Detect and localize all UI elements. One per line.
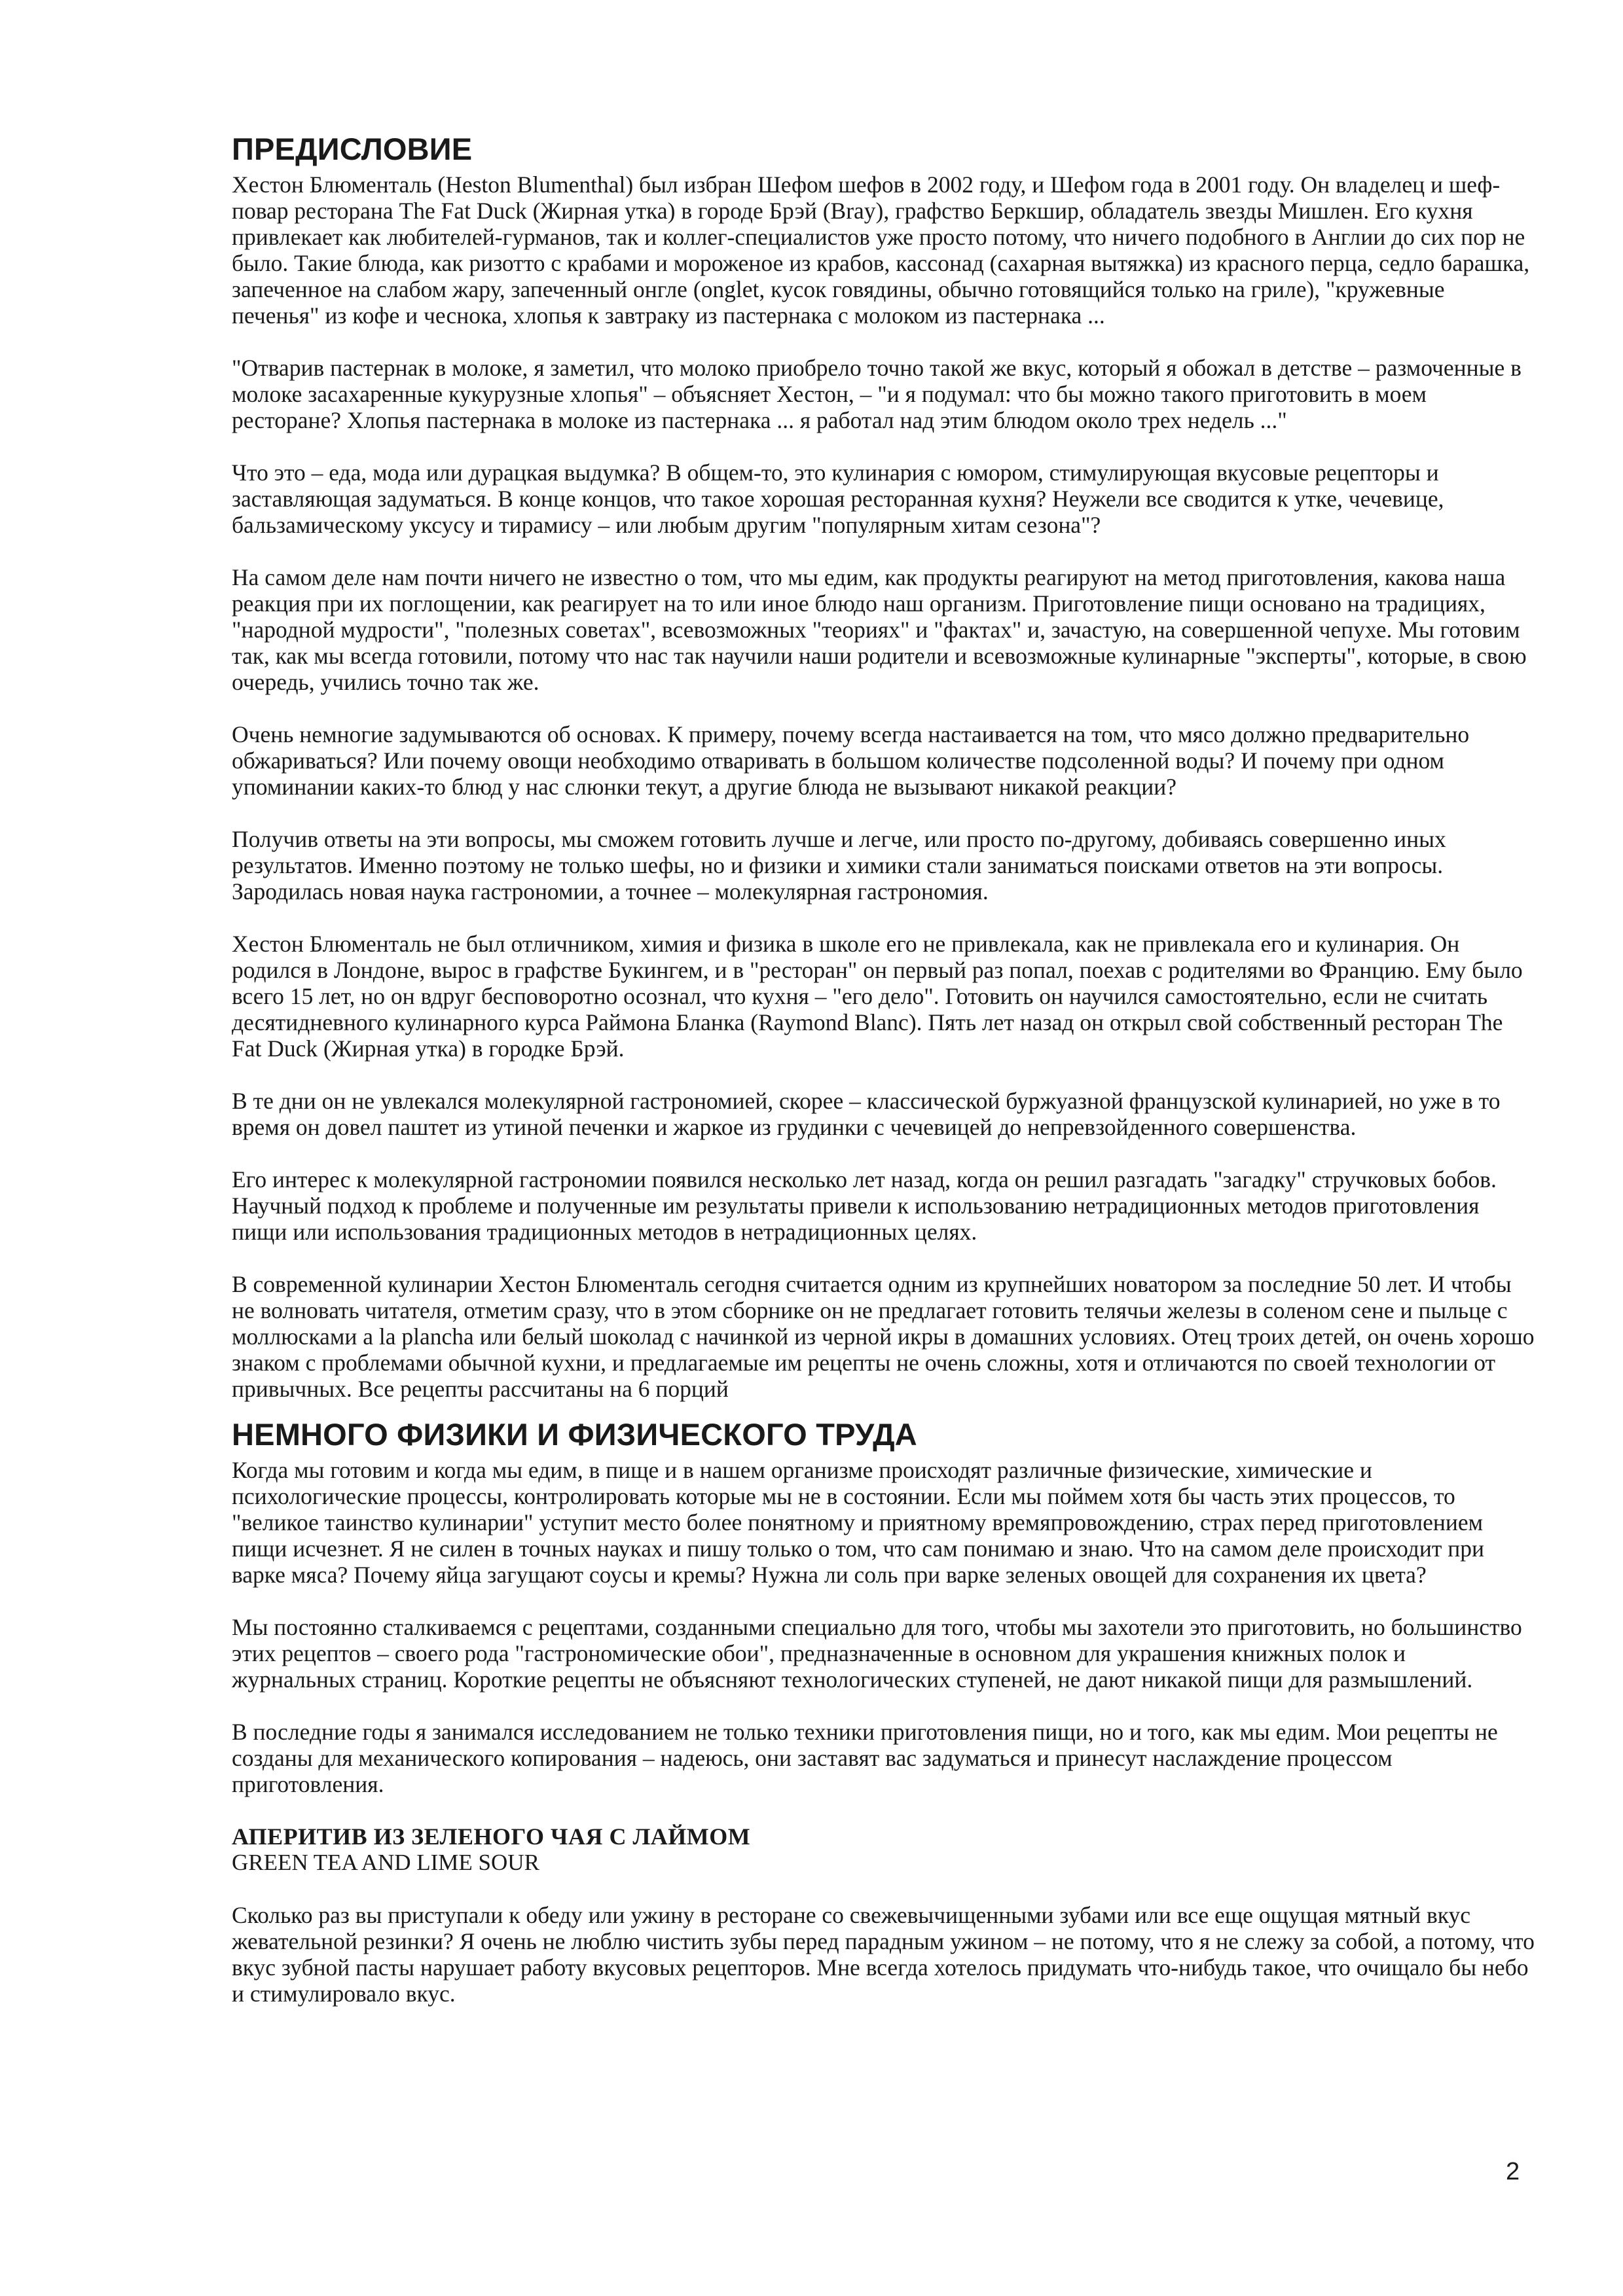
document-page xyxy=(232,131,1535,2033)
section-title-physics: НЕМНОГО ФИЗИКИ И ФИЗИЧЕСКОГО ТРУДА xyxy=(232,1417,917,1452)
page-number: 2 xyxy=(1506,2158,1520,2185)
paragraph: Мы постоянно сталкиваемся с рецептами, созданными специально для того, чтобы мы захотели это приготовить, но большинство этих рецептов – своего рода "гастрономические обои", предназначенные в основном для украшения книжных полок и журнальных страниц. Короткие рецепты не объясняют технологических ступеней, не дают никакой пищи для размышлений. xyxy=(232,1614,1522,1693)
recipe-section xyxy=(232,1823,1535,2007)
recipe-title: АПЕРИТИВ ИЗ ЗЕЛЕНОГО ЧАЯ С ЛАЙМОМ xyxy=(232,1823,751,1850)
paragraph: На самом деле нам почти ничего не известно о том, что мы едим, как продукты реагируют на метод приготовления, какова наша реакция при их поглощении, как реагирует на то или иное блюдо наш организм. Приготовление пищи основано на традициях, "народной мудрости", "полезных советах", всевозможных "теориях" и "фактах" и, зачастую, на совершенной чепухе. Мы готовим так, как мы всегда готовили, потому что нас так научили наши родители и всевозможные кулинарные "эксперты", которые, в свою очередь, учились точно так же. xyxy=(232,564,1527,695)
paragraph: Получив ответы на эти вопросы, мы сможем готовить лучше и легче, или просто по-другому, добиваясь совершенно иных результатов. Именно поэтому не только шефы, но и физики и химики стали заниматься поисками ответов на эти вопросы. Зародилась новая наука гастрономии, а точнее – молекулярная гастрономия. xyxy=(232,826,1446,905)
paragraph: В последние годы я занимался исследованием не только техники приготовления пищи, но и того, как мы едим. Мои рецепты не созданы для механического копирования – надеюсь, они заставят вас задуматься и принесут наслаждение процессом приготовления. xyxy=(232,1719,1498,1797)
paragraph: Когда мы готовим и когда мы едим, в пище и в нашем организме происходят различные физические, химические и психологические процессы, контролировать которые мы не в состоянии. Если мы поймем хотя бы часть этих процессов, то "великое таинство кулинарии" уступит место более понятному и приятному времяпровождению, страх перед приготовлением пищи исчезнет. Я не силен в точных науках и пишу только о том, что сам понимаю и знаю. Что на самом деле происходит при варке мяса? Почему яйца загущают соусы и кремы? Нужна ли соль при варке зеленых овощей для сохранения их цвета? xyxy=(232,1457,1484,1588)
paragraph: В те дни он не увлекался молекулярной гастрономией, скорее – классической буржуазной французской кулинарией, но уже в то время он довел паштет из утиной печенки и жаркое из грудинки с чечевицей до непревзойденного совершенства. xyxy=(232,1088,1501,1140)
paragraph: Что это – еда, мода или дурацкая выдумка? В общем-то, это кулинария с юмором, стимулирующая вкусовые рецепторы и заставляющая задуматься. В конце концов, что такое хорошая ресторанная кухня? Неужели все сводится к утке, чечевице, бальзамическому уксусу и тирамису – или любым другим "популярным хитам сезона"? xyxy=(232,459,1444,538)
recipe-paragraph: Сколько раз вы приступали к обеду или ужину в ресторане со свежевычищенными зубами или все еще ощущая мятный вкус жевательной резинки? Я очень не люблю чистить зубы перед парадным ужином – не потому, что я не слежу за собой, а потому, что вкус зубной пасты нарушает работу вкусовых рецепторов. Мне всегда хотелось придумать что-нибудь такое, что очищало бы небо и стимулировало вкус. xyxy=(232,1902,1535,2007)
section-title-preface: ПРЕДИСЛОВИЕ xyxy=(232,132,473,166)
section-physics xyxy=(232,1416,1535,1797)
recipe-subtitle: GREEN TEA AND LIME SOUR xyxy=(232,1850,539,1875)
paragraph: Хестон Блюменталь не был отличником, химия и физика в школе его не привлекала, как не привлекала его и кулинария. Он родился в Лондоне, вырос в графстве Букингем, и в "ресторан" он первый раз попал, поехав с родителями во Францию. Ему было всего 15 лет, но он вдруг бесповоротно осознал, что кухня – "его дело". Готовить он научился самостоятельно, если не считать десятидневного кулинарного курса Раймона Бланка (Raymond Blanc). Пять лет назад он открыл свой собственный ресторан The Fat Duck (Жирная утка) в городке Брэй. xyxy=(232,931,1523,1062)
paragraph: Хестон Блюменталь (Heston Blumenthal) был избран Шефом шефов в 2002 году, и Шефом года в 2001 году. Он владелец и шеф-повар ресторана The Fat Duck (Жирная утка) в городе Брэй (Bray), графство Беркшир, обладатель звезды Мишлен. Его кухня привлекает как любителей-гурманов, так и коллег-специалистов уже просто потому, что ничего подобного в Англии до сих пор не было. Такие блюда, как ризотто с крабами и мороженое из крабов, кассонад (сахарная вытяжка) из красного перца, седло барашка, запеченное на слабом жару, запеченный онгле (onglet, кусок говядины, обычно готовящийся только на гриле), "кружевные печенья" из кофе и чеснока, хлопья к завтраку из пастернака с молоком из пастернака ... xyxy=(232,171,1530,329)
paragraph: В современной кулинарии Хестон Блюменталь сегодня считается одним из крупнейших новатором за последние 50 лет. И чтобы не волновать читателя, отметим сразу, что в этом сборнике он не предлагает готовить телячьи железы в соленом сене и пыльце с моллюсками a la plancha или белый шоколад с начинкой из черной икры в домашних условиях. Отец троих детей, он очень хорошо знаком с проблемами обычной кухни, и предлагаемые им рецепты не очень сложны, хотя и отличаются по своей технологии от привычных. Все рецепты рассчитаны на 6 порций xyxy=(232,1271,1535,1402)
paragraph: Очень немногие задумываются об основах. К примеру, почему всегда настаивается на том, что мясо должно предварительно обжариваться? Или почему овощи необходимо отваривать в большом количестве подсоленной воды? И почему при одном упоминании каких-то блюд у нас слюнки текут, а другие блюда не вызывают никакой реакции? xyxy=(232,721,1470,800)
section-preface xyxy=(232,131,1535,1402)
paragraph: Его интерес к молекулярной гастрономии появился несколько лет назад, когда он решил разгадать "загадку" стручковых бобов. Научный подход к проблеме и полученные им результаты привели к использованию нетрадиционных методов приготовления пищи или использования традиционных методов в нетрадиционных целях. xyxy=(232,1166,1497,1245)
paragraph: "Отварив пастернак в молоке, я заметил, что молоко приобрело точно такой же вкус, который я обожал в детстве – размоченные в молоке засахаренные кукурузные хлопья" – объясняет Хестон, – "и я подумал: что бы можно такого приготовить в моем ресторане? Хлопья пастернака в молоке из пастернака ... я работал над этим блюдом около трех недель ..." xyxy=(232,355,1522,433)
